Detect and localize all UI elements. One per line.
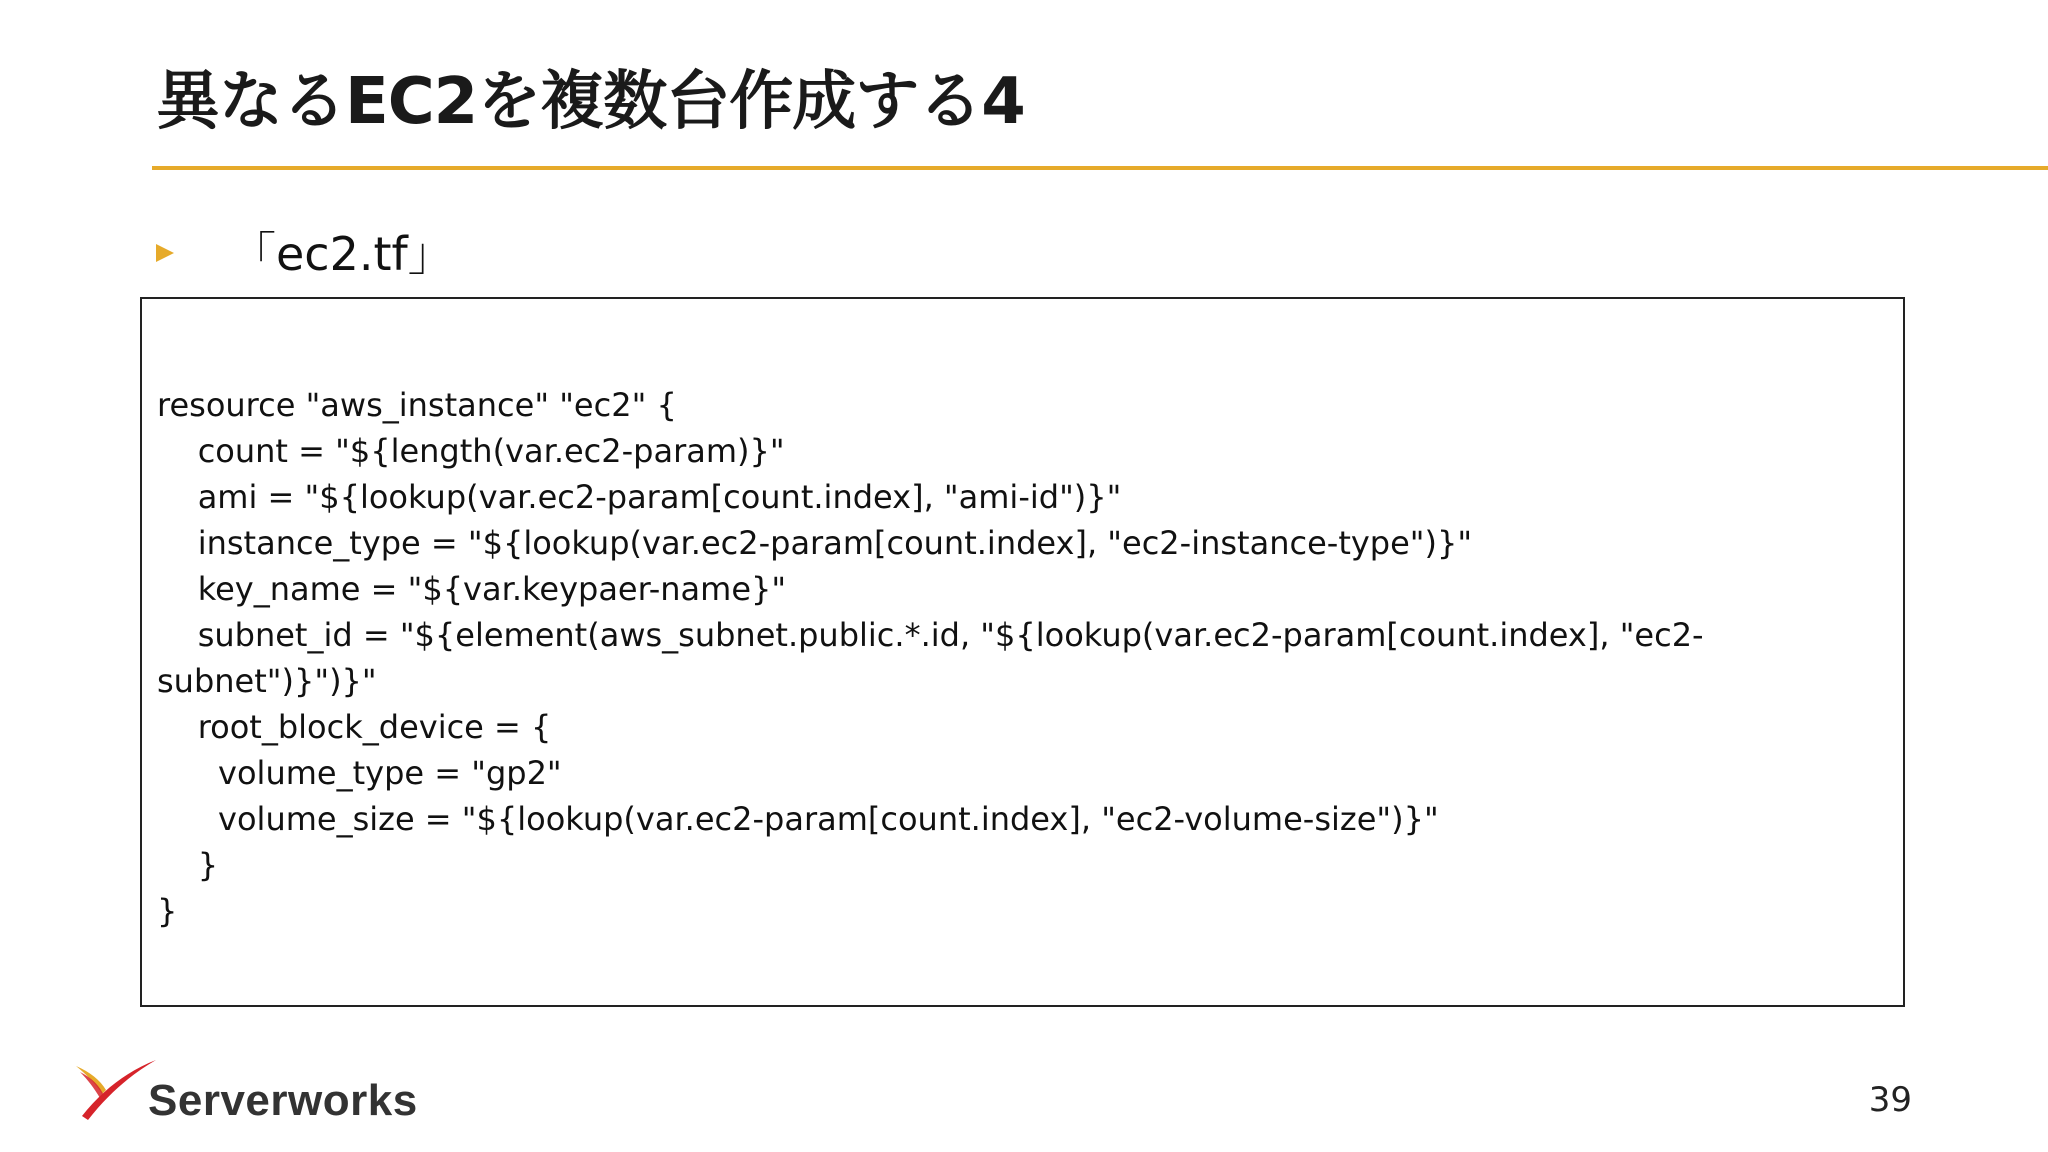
code-line: subnet")}")}" [157, 662, 377, 700]
code-line: root_block_device = { [157, 708, 552, 746]
code-line: volume_size = "${lookup(var.ec2-param[count.index], "ec2-volume-size")}" [157, 800, 1439, 838]
bullet-filename: 「ec2.tf」 [230, 227, 454, 281]
triangle-bullet-icon [156, 244, 174, 262]
title-divider [152, 166, 2048, 170]
code-block [157, 382, 1897, 934]
code-line: subnet_id = "${element(aws_subnet.public.*.id, "${lookup(var.ec2-param[count.index], "ec2- [157, 616, 1704, 654]
bullet-item [156, 216, 454, 286]
code-line: instance_type = "${lookup(var.ec2-param[count.index], "ec2-instance-type")}" [157, 524, 1473, 562]
slide-title: 異なるEC2を複数台作成する4 [156, 65, 1025, 139]
code-line: count = "${length(var.ec2-param)}" [157, 432, 785, 470]
serverworks-logo [72, 1058, 472, 1128]
code-line: ami = "${lookup(var.ec2-param[count.index], "ami-id")}" [157, 478, 1122, 516]
code-box [140, 297, 1905, 1007]
code-line: } [157, 892, 178, 930]
logo-wordmark: Serverworks [148, 1076, 418, 1125]
page-number: 39 [1868, 1080, 1912, 1120]
code-line: key_name = "${var.keypaer-name}" [157, 570, 787, 608]
code-line: volume_type = "gp2" [157, 754, 562, 792]
code-line: } [157, 846, 219, 884]
code-line: resource "aws_instance" "ec2" { [157, 386, 677, 424]
